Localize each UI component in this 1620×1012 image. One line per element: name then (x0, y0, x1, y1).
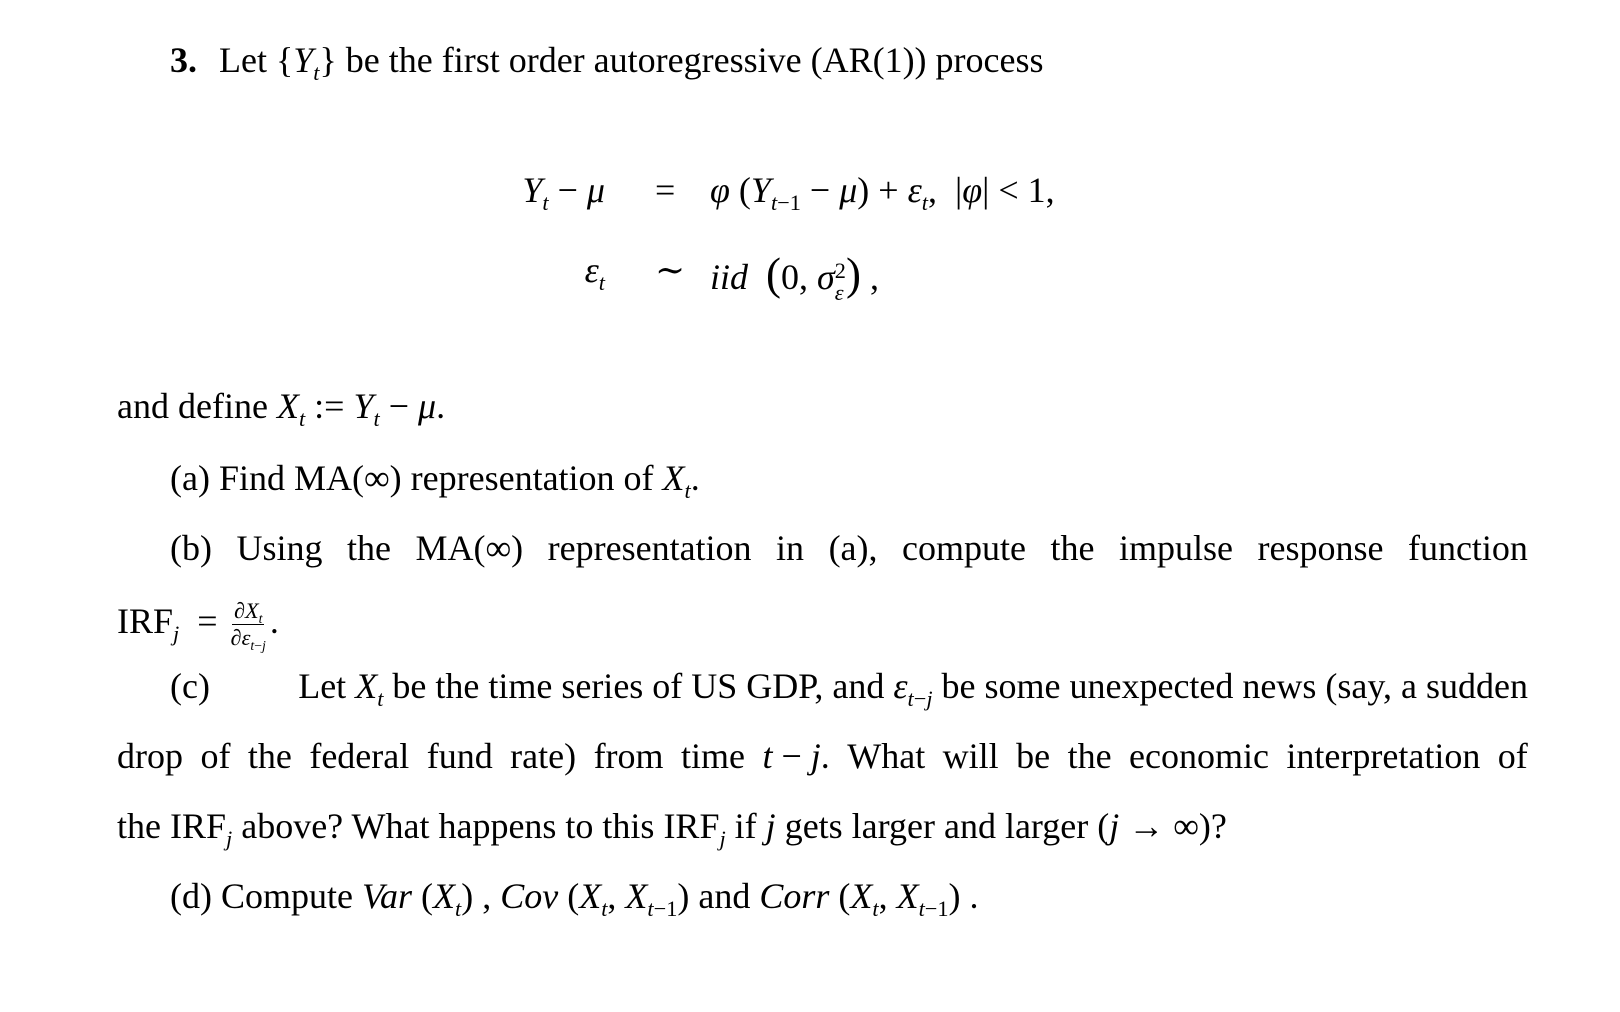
equation-error (0, 249, 1620, 305)
part-d-label: (d) (170, 876, 212, 916)
equation-2-relation: ∼ (655, 250, 686, 290)
part-c-line-2: drop of the federal fund rate) from time t − j. What will be the economic interpretation of (117, 736, 1528, 776)
equation-2-rhs: iid (0, σ 2 ε ) , (710, 249, 879, 305)
part-b-irf-formula: $IRF_j$ = $\frac{\partial X_t}{\partial\varepsilon_{t-j}}$ . (117, 598, 279, 654)
part-a-label: (a) (170, 458, 210, 498)
part-c-label: (c) (170, 666, 210, 706)
irf-fraction: $\frac{\partial X_t}{\partial\varepsilon_{t-j}}$ (230, 598, 266, 654)
equation-ar1 (0, 170, 1620, 215)
problem-number: 3. (170, 40, 197, 80)
equation-2-lhs: $\varepsilon_t$ (584, 250, 605, 295)
part-b-label: (b) (170, 528, 212, 568)
part-a: (a) Find MA(∞) representation of $X_t$. (170, 458, 700, 503)
part-d: (d) Compute Var $(X_t)$ , Cov ($X_t$, $X_{t-1}$) and Corr ($X_t$, $X_{t-1}$) . (170, 876, 979, 921)
equation-1-lhs: $Y_t - \mu$ (522, 170, 605, 215)
equation-1-relation: = (655, 170, 676, 210)
part-b-line-1: (b) Using the MA(∞) representation in (a), compute the impulse response function (170, 528, 1528, 568)
problem-heading (170, 40, 1044, 85)
define-text: and define $X_t$ := $Y_t - \mu$. (117, 386, 446, 431)
part-c-line-3: the $IRF_j$ above? What happens to this $IRF_j$ if j gets larger and larger (j → ∞)? (117, 806, 1227, 851)
part-c-line-1: (c) Let $X_t$ be the time series of US GDP, and $\varepsilon_{t-j}$ be some unexpected news (say, a sudden (170, 666, 1528, 711)
irf-symbol: IRF (117, 601, 174, 642)
problem-intro: Let $\{Y_t\}$ be the first order autoregressive (AR(1)) process (219, 40, 1044, 85)
equation-1-rhs: φ $(Y_{t-1} - \mu) + \varepsilon_t$, |φ| < 1, (710, 170, 1055, 215)
